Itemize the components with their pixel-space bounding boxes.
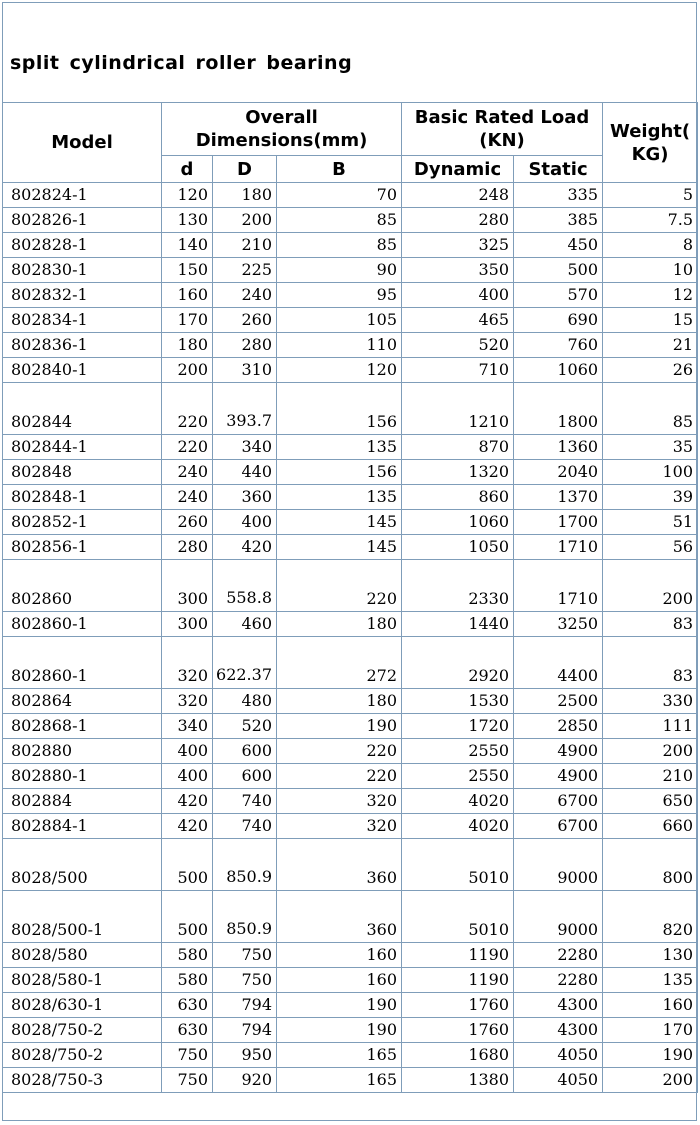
weight-cell: 7.5 [603, 208, 698, 233]
B-cell: 360 [277, 839, 402, 891]
model-cell: 802860 [3, 560, 162, 612]
weight-cell: 200 [603, 560, 698, 612]
dynamic-cell: 1760 [402, 1018, 514, 1043]
d-cell: 180 [162, 333, 213, 358]
table-row [3, 689, 698, 714]
static-cell: 1360 [514, 435, 603, 460]
model-cell: 8028/500-1 [3, 891, 162, 943]
model-cell: 802840-1 [3, 358, 162, 383]
B-cell: 90 [277, 258, 402, 283]
B-cell: 135 [277, 485, 402, 510]
model-cell: 802826-1 [3, 208, 162, 233]
B-cell: 320 [277, 814, 402, 839]
dynamic-cell: 1190 [402, 943, 514, 968]
static-cell: 3250 [514, 612, 603, 637]
table-row [3, 308, 698, 333]
table-row [3, 968, 698, 993]
model-cell: 802884 [3, 789, 162, 814]
d-cell: 750 [162, 1043, 213, 1068]
D-cell: 850.9 [213, 839, 277, 891]
d-cell: 220 [162, 435, 213, 460]
static-cell: 2040 [514, 460, 603, 485]
B-cell: 145 [277, 535, 402, 560]
static-cell: 1800 [514, 383, 603, 435]
D-cell: 750 [213, 968, 277, 993]
dynamic-cell: 2550 [402, 739, 514, 764]
D-cell: 420 [213, 535, 277, 560]
model-cell: 802864 [3, 689, 162, 714]
static-cell: 385 [514, 208, 603, 233]
D-cell: 950 [213, 1043, 277, 1068]
dynamic-cell: 4020 [402, 814, 514, 839]
dynamic-cell: 248 [402, 183, 514, 208]
B-cell: 105 [277, 308, 402, 333]
dynamic-cell: 1680 [402, 1043, 514, 1068]
header-weight: Weight( KG) [603, 103, 698, 183]
B-cell: 180 [277, 689, 402, 714]
B-cell: 85 [277, 233, 402, 258]
B-cell: 70 [277, 183, 402, 208]
d-cell: 500 [162, 891, 213, 943]
model-cell: 802824-1 [3, 183, 162, 208]
B-cell: 272 [277, 637, 402, 689]
static-cell: 4900 [514, 739, 603, 764]
static-cell: 1710 [514, 535, 603, 560]
dynamic-cell: 400 [402, 283, 514, 308]
d-cell: 160 [162, 283, 213, 308]
d-cell: 260 [162, 510, 213, 535]
dynamic-cell: 1720 [402, 714, 514, 739]
static-cell: 4300 [514, 1018, 603, 1043]
B-cell: 220 [277, 739, 402, 764]
d-cell: 340 [162, 714, 213, 739]
d-cell: 750 [162, 1068, 213, 1093]
table-row [3, 1068, 698, 1093]
model-cell: 802830-1 [3, 258, 162, 283]
dynamic-cell: 1380 [402, 1068, 514, 1093]
model-cell: 802860-1 [3, 612, 162, 637]
weight-cell: 650 [603, 789, 698, 814]
dynamic-cell: 350 [402, 258, 514, 283]
D-cell: 393.7 [213, 383, 277, 435]
static-cell: 1710 [514, 560, 603, 612]
weight-cell: 39 [603, 485, 698, 510]
B-cell: 220 [277, 560, 402, 612]
weight-cell: 660 [603, 814, 698, 839]
d-cell: 320 [162, 637, 213, 689]
static-cell: 6700 [514, 789, 603, 814]
d-cell: 240 [162, 485, 213, 510]
static-cell: 760 [514, 333, 603, 358]
d-cell: 400 [162, 739, 213, 764]
header-basic-rated-load: Basic Rated Load (KN) [402, 103, 603, 156]
d-cell: 630 [162, 1018, 213, 1043]
d-cell: 140 [162, 233, 213, 258]
dynamic-cell: 465 [402, 308, 514, 333]
table-row [3, 764, 698, 789]
table-row [3, 637, 698, 689]
model-cell: 8028/500 [3, 839, 162, 891]
table-row [3, 208, 698, 233]
D-cell: 280 [213, 333, 277, 358]
model-cell: 802868-1 [3, 714, 162, 739]
weight-cell: 35 [603, 435, 698, 460]
dynamic-cell: 325 [402, 233, 514, 258]
table-row [3, 839, 698, 891]
D-cell: 460 [213, 612, 277, 637]
B-cell: 320 [277, 789, 402, 814]
D-cell: 200 [213, 208, 277, 233]
D-cell: 340 [213, 435, 277, 460]
weight-cell: 21 [603, 333, 698, 358]
B-cell: 160 [277, 968, 402, 993]
B-cell: 190 [277, 993, 402, 1018]
static-cell: 6700 [514, 814, 603, 839]
D-cell: 740 [213, 814, 277, 839]
weight-cell: 200 [603, 739, 698, 764]
D-cell: 240 [213, 283, 277, 308]
header-model: Model [3, 103, 162, 183]
D-cell: 260 [213, 308, 277, 333]
D-cell: 600 [213, 739, 277, 764]
static-cell: 1060 [514, 358, 603, 383]
header-dynamic: Dynamic [402, 156, 514, 183]
page-title: split cylindrical roller bearing [10, 52, 353, 74]
model-cell: 802884-1 [3, 814, 162, 839]
model-cell: 8028/630-1 [3, 993, 162, 1018]
table-row [3, 435, 698, 460]
model-cell: 8028/580-1 [3, 968, 162, 993]
table-row [3, 789, 698, 814]
d-cell: 240 [162, 460, 213, 485]
static-cell: 2280 [514, 943, 603, 968]
static-cell: 4900 [514, 764, 603, 789]
table-row [3, 714, 698, 739]
table-row [3, 358, 698, 383]
weight-cell: 200 [603, 1068, 698, 1093]
B-cell: 180 [277, 612, 402, 637]
D-cell: 210 [213, 233, 277, 258]
D-cell: 520 [213, 714, 277, 739]
D-cell: 794 [213, 1018, 277, 1043]
model-cell: 802856-1 [3, 535, 162, 560]
bearing-table [2, 102, 698, 1093]
dynamic-cell: 710 [402, 358, 514, 383]
table-row [3, 1043, 698, 1068]
d-cell: 300 [162, 612, 213, 637]
dynamic-cell: 1320 [402, 460, 514, 485]
static-cell: 2500 [514, 689, 603, 714]
d-cell: 630 [162, 993, 213, 1018]
d-cell: 320 [162, 689, 213, 714]
table-row [3, 943, 698, 968]
dynamic-cell: 2330 [402, 560, 514, 612]
table-row [3, 739, 698, 764]
B-cell: 160 [277, 943, 402, 968]
model-cell: 802844-1 [3, 435, 162, 460]
model-cell: 8028/750-2 [3, 1018, 162, 1043]
static-cell: 4300 [514, 993, 603, 1018]
B-cell: 360 [277, 891, 402, 943]
weight-cell: 10 [603, 258, 698, 283]
dynamic-cell: 1190 [402, 968, 514, 993]
dynamic-cell: 870 [402, 435, 514, 460]
D-cell: 600 [213, 764, 277, 789]
d-cell: 420 [162, 789, 213, 814]
static-cell: 2850 [514, 714, 603, 739]
table-row [3, 535, 698, 560]
table-row [3, 233, 698, 258]
dynamic-cell: 520 [402, 333, 514, 358]
table-row [3, 485, 698, 510]
dynamic-cell: 860 [402, 485, 514, 510]
model-cell: 802832-1 [3, 283, 162, 308]
weight-cell: 26 [603, 358, 698, 383]
weight-cell: 83 [603, 637, 698, 689]
table-row [3, 1018, 698, 1043]
d-cell: 120 [162, 183, 213, 208]
B-cell: 190 [277, 1018, 402, 1043]
dynamic-cell: 1210 [402, 383, 514, 435]
d-cell: 400 [162, 764, 213, 789]
static-cell: 9000 [514, 891, 603, 943]
model-cell: 802836-1 [3, 333, 162, 358]
d-cell: 580 [162, 968, 213, 993]
D-cell: 480 [213, 689, 277, 714]
model-cell: 802860-1 [3, 637, 162, 689]
d-cell: 420 [162, 814, 213, 839]
model-cell: 8028/750-3 [3, 1068, 162, 1093]
weight-cell: 15 [603, 308, 698, 333]
model-cell: 802844 [3, 383, 162, 435]
weight-cell: 8 [603, 233, 698, 258]
D-cell: 440 [213, 460, 277, 485]
model-cell: 802852-1 [3, 510, 162, 535]
header-overall-dimensions: Overall Dimensions(mm) [162, 103, 402, 156]
d-cell: 280 [162, 535, 213, 560]
dynamic-cell: 4020 [402, 789, 514, 814]
table-row [3, 993, 698, 1018]
D-cell: 225 [213, 258, 277, 283]
d-cell: 130 [162, 208, 213, 233]
header-D: D [213, 156, 277, 183]
dynamic-cell: 2920 [402, 637, 514, 689]
B-cell: 165 [277, 1068, 402, 1093]
static-cell: 9000 [514, 839, 603, 891]
D-cell: 310 [213, 358, 277, 383]
D-cell: 180 [213, 183, 277, 208]
B-cell: 95 [277, 283, 402, 308]
d-cell: 200 [162, 358, 213, 383]
d-cell: 150 [162, 258, 213, 283]
static-cell: 4400 [514, 637, 603, 689]
model-cell: 802880-1 [3, 764, 162, 789]
table-body [3, 183, 698, 1093]
table-row [3, 510, 698, 535]
B-cell: 85 [277, 208, 402, 233]
table-row [3, 283, 698, 308]
weight-cell: 111 [603, 714, 698, 739]
D-cell: 750 [213, 943, 277, 968]
model-cell: 802834-1 [3, 308, 162, 333]
model-cell: 802848 [3, 460, 162, 485]
model-cell: 802828-1 [3, 233, 162, 258]
weight-cell: 210 [603, 764, 698, 789]
D-cell: 794 [213, 993, 277, 1018]
model-cell: 802848-1 [3, 485, 162, 510]
static-cell: 2280 [514, 968, 603, 993]
dynamic-cell: 1530 [402, 689, 514, 714]
dynamic-cell: 280 [402, 208, 514, 233]
B-cell: 165 [277, 1043, 402, 1068]
header-d: d [162, 156, 213, 183]
weight-cell: 170 [603, 1018, 698, 1043]
table-row [3, 891, 698, 943]
B-cell: 110 [277, 333, 402, 358]
D-cell: 400 [213, 510, 277, 535]
d-cell: 300 [162, 560, 213, 612]
B-cell: 145 [277, 510, 402, 535]
D-cell: 558.8 [213, 560, 277, 612]
weight-cell: 100 [603, 460, 698, 485]
B-cell: 135 [277, 435, 402, 460]
static-cell: 500 [514, 258, 603, 283]
d-cell: 220 [162, 383, 213, 435]
weight-cell: 5 [603, 183, 698, 208]
B-cell: 190 [277, 714, 402, 739]
weight-cell: 51 [603, 510, 698, 535]
table-row [3, 183, 698, 208]
static-cell: 4050 [514, 1043, 603, 1068]
table-row [3, 814, 698, 839]
header-static: Static [514, 156, 603, 183]
B-cell: 156 [277, 460, 402, 485]
dynamic-cell: 1060 [402, 510, 514, 535]
D-cell: 850.9 [213, 891, 277, 943]
B-cell: 156 [277, 383, 402, 435]
weight-cell: 12 [603, 283, 698, 308]
weight-cell: 56 [603, 535, 698, 560]
model-cell: 802880 [3, 739, 162, 764]
B-cell: 120 [277, 358, 402, 383]
static-cell: 335 [514, 183, 603, 208]
weight-cell: 85 [603, 383, 698, 435]
weight-cell: 820 [603, 891, 698, 943]
table-row [3, 560, 698, 612]
table-row [3, 258, 698, 283]
weight-cell: 83 [603, 612, 698, 637]
weight-cell: 135 [603, 968, 698, 993]
static-cell: 570 [514, 283, 603, 308]
model-cell: 8028/750-2 [3, 1043, 162, 1068]
table-row [3, 460, 698, 485]
dynamic-cell: 1440 [402, 612, 514, 637]
static-cell: 450 [514, 233, 603, 258]
dynamic-cell: 5010 [402, 891, 514, 943]
dynamic-cell: 2550 [402, 764, 514, 789]
D-cell: 622.37 [213, 637, 277, 689]
d-cell: 170 [162, 308, 213, 333]
weight-cell: 160 [603, 993, 698, 1018]
D-cell: 920 [213, 1068, 277, 1093]
D-cell: 360 [213, 485, 277, 510]
weight-cell: 330 [603, 689, 698, 714]
d-cell: 500 [162, 839, 213, 891]
d-cell: 580 [162, 943, 213, 968]
dynamic-cell: 1760 [402, 993, 514, 1018]
table-row [3, 612, 698, 637]
model-cell: 8028/580 [3, 943, 162, 968]
table-row [3, 333, 698, 358]
static-cell: 690 [514, 308, 603, 333]
header-B: B [277, 156, 402, 183]
dynamic-cell: 1050 [402, 535, 514, 560]
static-cell: 1700 [514, 510, 603, 535]
static-cell: 1370 [514, 485, 603, 510]
dynamic-cell: 5010 [402, 839, 514, 891]
table-row [3, 383, 698, 435]
weight-cell: 800 [603, 839, 698, 891]
D-cell: 740 [213, 789, 277, 814]
weight-cell: 130 [603, 943, 698, 968]
B-cell: 220 [277, 764, 402, 789]
weight-cell: 190 [603, 1043, 698, 1068]
static-cell: 4050 [514, 1068, 603, 1093]
